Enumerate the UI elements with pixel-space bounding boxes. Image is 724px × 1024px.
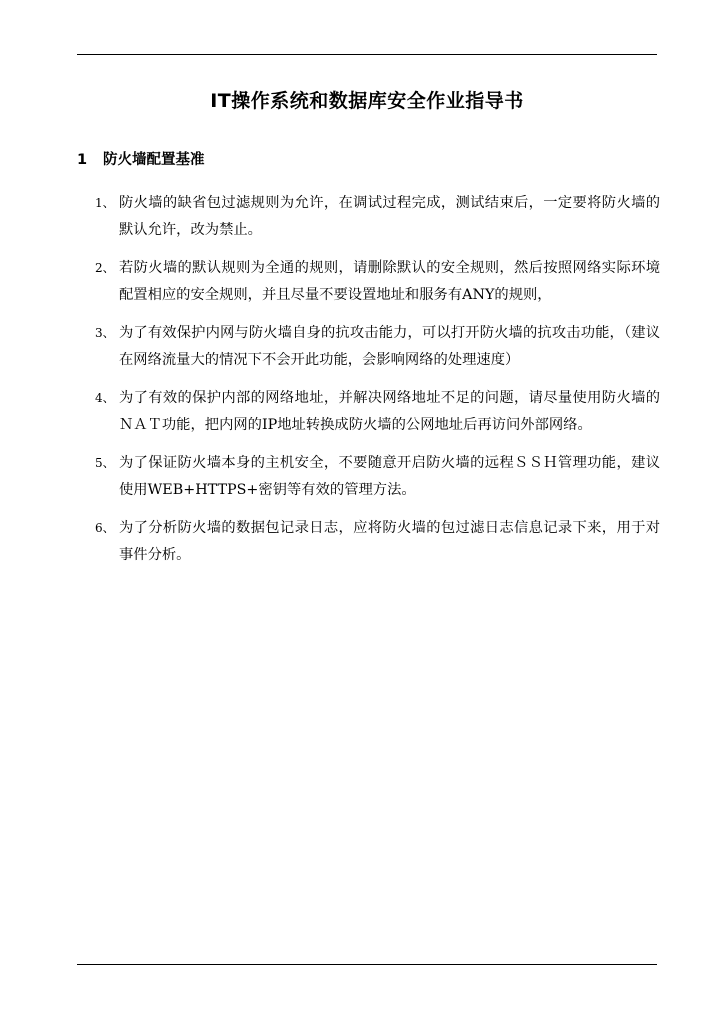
list-item-marker: 3、 <box>95 326 115 340</box>
numbered-list <box>95 190 660 580</box>
document-title: IT操作系统和数据库安全作业指导书 <box>210 90 524 112</box>
list-item-marker: 4、 <box>95 391 115 405</box>
list-item-marker: 6、 <box>95 521 115 535</box>
list-item-text: 为了有效的保护内部的网络地址，并解决网络地址不足的问题，请尽量使用防火墙的ＮＡＴ功能，把内网的IP地址转换成防火墙的公网地址后再访问外部网络。 <box>119 390 660 433</box>
list-item-text: 若防火墙的默认规则为全通的规则，请删除默认的安全规则，然后按照网络实际环境配置相应的安全规则，并且尽量不要设置地址和服务有ANY的规则， <box>119 260 660 303</box>
list-item-text: 为了分析防火墙的数据包记录日志，应将防火墙的包过滤日志信息记录下来，用于对事件分析。 <box>119 520 660 563</box>
footer-rule <box>77 964 657 965</box>
list-item <box>95 255 660 309</box>
list-item-marker: 1、 <box>95 196 115 210</box>
section-number: 1 <box>77 152 88 168</box>
list-item <box>95 450 660 504</box>
list-item-text: 防火墙的缺省包过滤规则为允许，在调试过程完成，测试结束后，一定要将防火墙的默认允许，改为禁止。 <box>119 195 660 238</box>
section-heading <box>77 148 205 169</box>
list-item-marker: 5、 <box>95 456 115 470</box>
list-item <box>95 320 660 374</box>
list-item-marker: 2、 <box>95 261 115 275</box>
list-item <box>95 515 660 569</box>
list-item <box>95 190 660 244</box>
section-title: 防火墙配置基准 <box>103 152 205 168</box>
list-item-text: 为了保证防火墙本身的主机安全，不要随意开启防火墙的远程ＳＳＨ管理功能，建议使用WEB+HTTPS+密钥等有效的管理方法。 <box>119 455 660 498</box>
list-item-text: 为了有效保护内网与防火墙自身的抗攻击能力，可以打开防火墙的抗攻击功能，（建议在网络流量大的情况下不会开此功能，会影响网络的处理速度） <box>119 325 660 368</box>
list-item <box>95 385 660 439</box>
header-rule <box>77 54 657 55</box>
